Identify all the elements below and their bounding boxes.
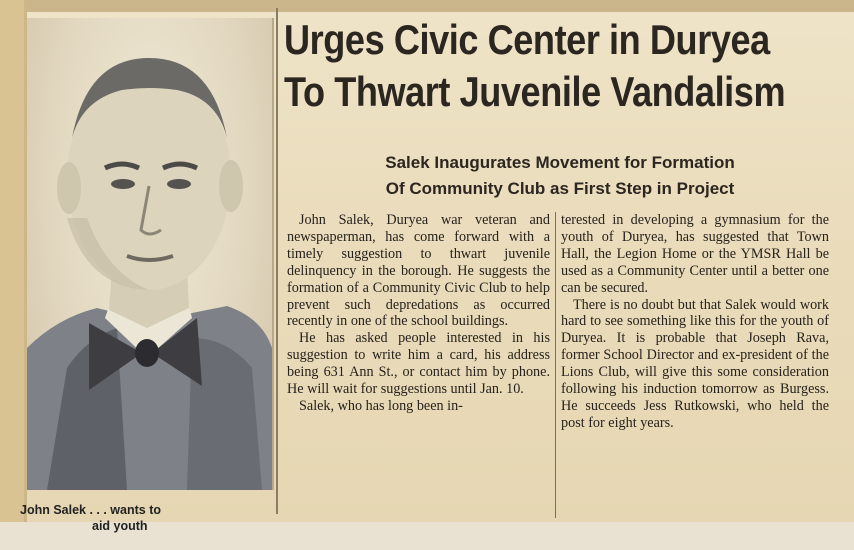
clipping-left-edge	[0, 0, 24, 550]
paragraph: There is no doubt but that Salek would work hard to see something like this for the youth of Duryea. It is probable that Joseph Rava, former School Director and ex-president of the Lions Club, will give this some consideration following his induction tomorrow as Burgess. He succeeds Jess Rutkowski, who held the post for eight years.	[561, 296, 829, 431]
portrait-photo	[27, 18, 274, 490]
portrait-drawing	[27, 18, 272, 490]
photo-caption	[14, 497, 274, 537]
paragraph: John Salek, Duryea war veteran and newspaperman, has come forward with a timely suggestion to thwart juvenile delinquency in the borough. He suggests the formation of a Community Civic Club to help prevent such depredations as occurred recently in one of the school buildings.	[287, 212, 550, 330]
paragraph: terested in developing a gymnasium for the youth of Duryea, has suggested that Town Hall, the Legion Home or the YMSR Hall be used as a Community Center until a better one can be secured.	[561, 212, 829, 296]
headline	[284, 14, 786, 118]
article-column-1	[287, 212, 550, 415]
column-divider	[276, 8, 278, 514]
subhead-line-2: Of Community Club as First Step in Project	[385, 179, 735, 198]
clipping-top-edge	[0, 0, 854, 12]
subhead-line-1: Salek Inaugurates Movement for Formation	[385, 153, 735, 172]
headline-line-2: To Thwart Juvenile Vandalism	[284, 68, 786, 115]
paragraph: He has asked people interested in his suggestion to write him a card, his address being 631 Ann St., or contact him by phone. He will wait for suggestions until Jan. 10.	[287, 330, 550, 398]
column-rule	[555, 212, 556, 518]
headline-line-1: Urges Civic Center in Duryea	[284, 16, 770, 63]
caption-line-2: aid youth	[92, 519, 148, 533]
article-column-2	[561, 212, 829, 432]
paragraph: Salek, who has long been in-	[299, 397, 463, 414]
subheadline	[300, 150, 820, 202]
caption-line-1: John Salek . . . wants to	[20, 503, 162, 517]
